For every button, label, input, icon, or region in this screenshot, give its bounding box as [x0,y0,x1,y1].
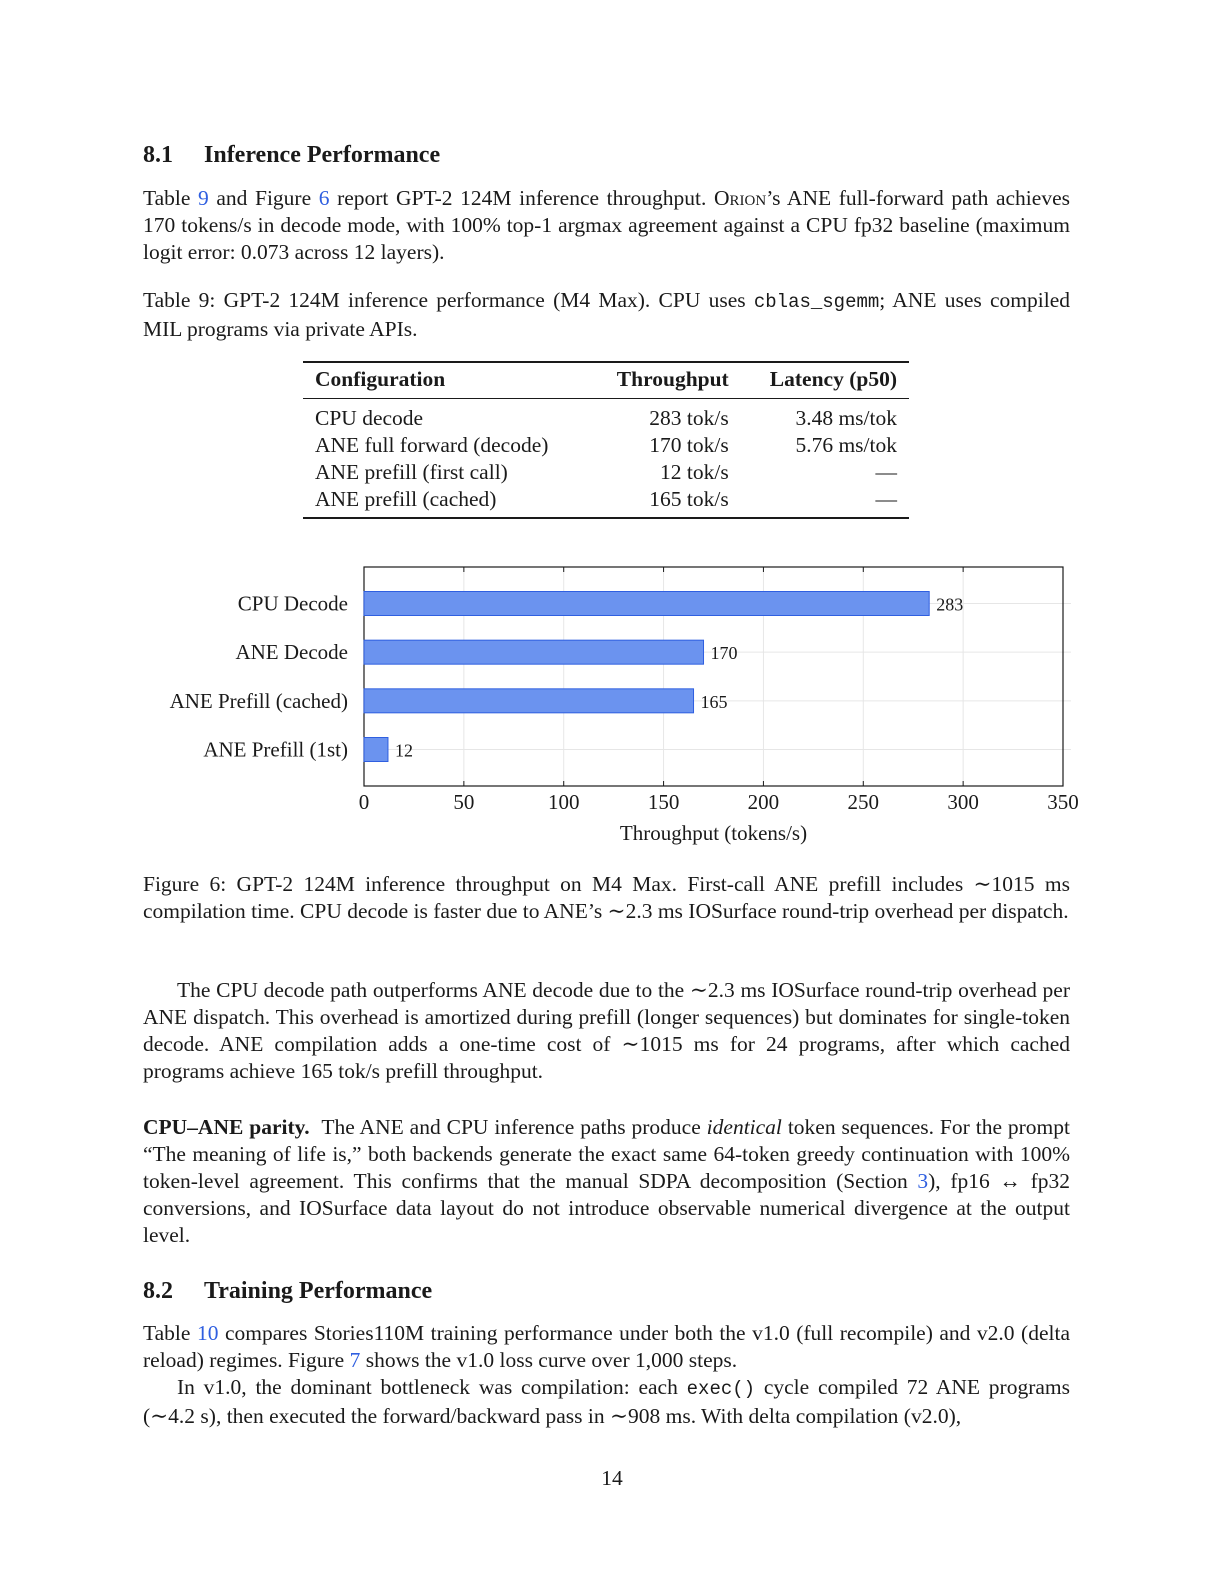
table-cell: 3.48 ms/tok [795,406,897,430]
table-cell: 170 tok/s [649,433,729,457]
section-title: Training Performance [204,1278,433,1304]
paragraph-intro: Table 9 and Figure 6 report GPT-2 124M inference throughput. Orion’s ANE full-forward path achieves 170 tokens/s in decode mode, with 100% top-1 argmax agreement against a CPU fp32 baseline (maximum logit error: 0.073 across 12 layers). [143,186,1070,264]
paragraph-training: Table 10 compares Stories110M training performance under both the v1.0 (full recompile) and v2.0 (delta reload) regimes. Figure 7 shows the v1.0 loss curve over 1,000 steps. [143,1321,1070,1372]
x-axis-label: Throughput (tokens/s) [619,821,808,845]
bar [364,592,929,616]
results-table [303,361,909,519]
column-header: Latency (p50) [769,367,897,391]
section-heading-8-2 [143,1278,432,1305]
table-row [303,486,909,518]
table-cell: — [875,487,897,511]
figure-ref-link[interactable]: 7 [349,1348,361,1372]
section-number: 8.2 [143,1278,173,1304]
bar [364,738,388,762]
table-cell: ANE prefill (cached) [315,487,497,511]
code-inline: exec() [686,1378,756,1400]
table-ref-link[interactable]: 9 [198,186,209,210]
y-tick-label: ANE Prefill (cached) [169,688,348,713]
bar [364,689,694,713]
code-inline: cblas_sgemm [753,291,880,313]
x-tick-label: 150 [647,790,680,814]
y-tick-label: ANE Prefill (1st) [203,737,348,762]
x-tick-label: 250 [847,790,880,814]
table-cell: 5.76 ms/tok [795,433,897,457]
column-header: Configuration [315,367,446,391]
system-name: Orion [713,186,767,210]
table-cell: 12 tok/s [660,460,729,484]
table-cell: CPU decode [315,406,424,430]
y-tick-label: ANE Decode [235,640,348,665]
x-tick-label: 350 [1047,790,1079,814]
table-cell: ANE prefill (first call) [315,460,508,484]
x-tick-label: 200 [747,790,780,814]
table-caption: Table 9: GPT-2 124M inference performance (M4 Max). CPU uses cblas_sgemm; ANE uses compiled MIL programs via private APIs. [143,288,1070,341]
bar [364,640,704,664]
table-cell: 165 tok/s [649,487,729,511]
x-tick-label: 50 [453,790,475,814]
figure-ref-link[interactable]: 6 [318,186,330,210]
column-header: Throughput [616,367,729,391]
y-tick-label: CPU Decode [237,591,348,616]
table-header-row [303,362,909,399]
x-tick-label: 100 [547,790,580,814]
x-tick-label: 300 [947,790,979,814]
page-number: 14 [601,1466,623,1490]
data-label: 165 [700,691,728,712]
section-heading-8-1 [143,142,440,169]
throughput-bar-chart [0,540,1224,850]
table-ref-link[interactable]: 10 [196,1321,219,1345]
table-cell: ANE full forward (decode) [315,433,549,457]
data-label: 12 [394,740,413,761]
table-cell: — [875,460,897,484]
section-title: Inference Performance [204,142,441,168]
section-number: 8.1 [143,142,173,168]
paragraph-parity: CPU–ANE parity. The ANE and CPU inference paths produce identical token sequences. For the prompt “The meaning of life is,” both backends generate the exact same 64-token greedy continuation with 100% token-level agreement. This confirms that the manual SDPA decomposition (Section 3), fp16 ↔ fp32 conversions, and IOSurface data layout do not introduce observable numerical divergence at the output level. [143,1115,1070,1247]
x-tick-label: 0 [358,790,370,814]
data-label: 283 [936,594,964,615]
table-row [303,399,909,433]
data-label: 170 [710,643,738,664]
paragraph-bottleneck: In v1.0, the dominant bottleneck was compilation: each exec() cycle compiled 72 ANE programs (∼4.2 s), then executed the forward/backward pass in ∼908 ms. With delta compilation (v2.0), [143,1375,1070,1428]
section-ref-link[interactable]: 3 [917,1169,929,1193]
table-row [303,459,909,486]
table-row [303,432,909,459]
figure-caption: Figure 6: GPT-2 124M inference throughput on M4 Max. First-call ANE prefill includes ∼1015 ms compilation time. CPU decode is faster due to ANE’s ∼2.3 ms IOSurface round-trip overhead per dispatch. [143,872,1070,923]
run-in-heading: CPU–ANE parity. [143,1115,310,1139]
paragraph-cpu-vs-ane: The CPU decode path outperforms ANE decode due to the ∼2.3 ms IOSurface round-trip overhead per ANE dispatch. This overhead is amortized during prefill (longer sequences) but dominates for single-token decode. ANE compilation adds a one-time cost of ∼1015 ms for 24 programs, after which cached programs achieve 165 tok/s prefill throughput. [143,978,1070,1083]
table-cell: 283 tok/s [649,406,729,430]
